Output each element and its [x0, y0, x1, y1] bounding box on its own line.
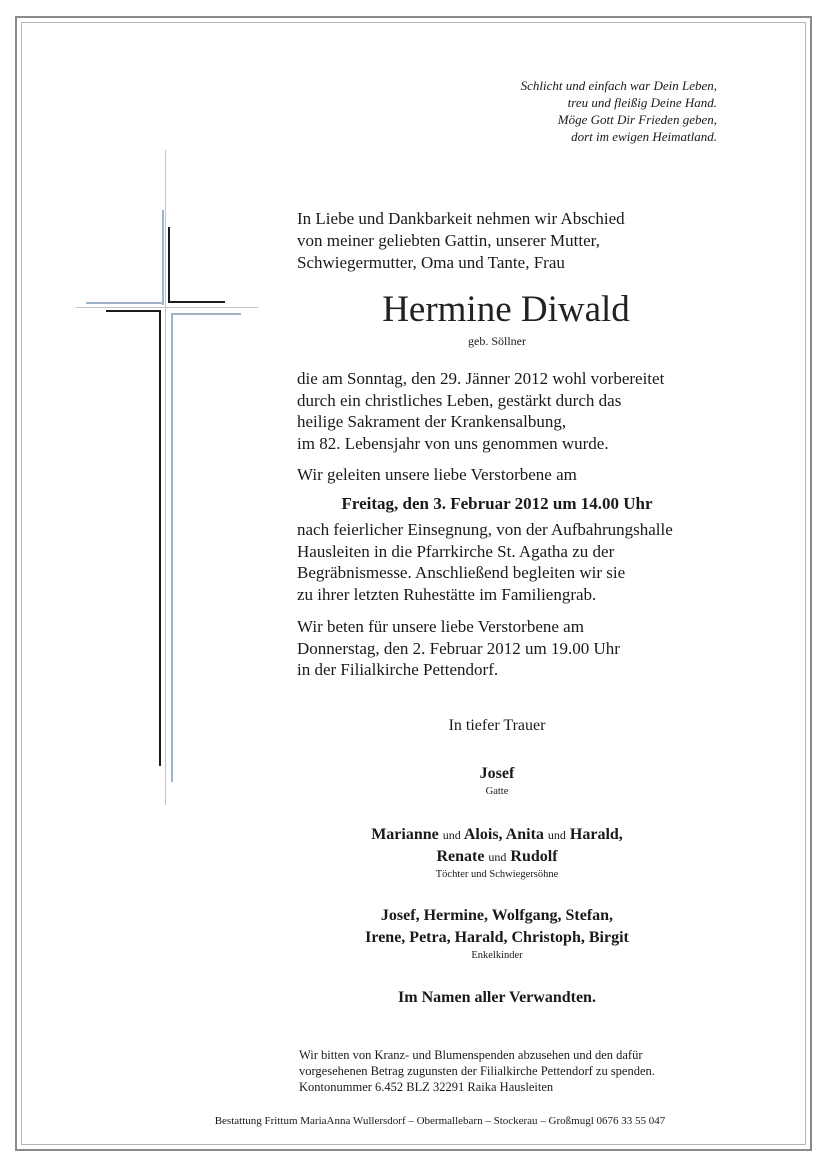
funeral-date: Freitag, den 3. Februar 2012 um 14.00 Uhr [341, 494, 653, 513]
cross-dark-vertical-upper [168, 227, 170, 303]
cross-blue-horizontal-left [86, 302, 162, 304]
child-name: Renate [436, 848, 485, 865]
poem-line: Möge Gott Dir Frieden geben, [557, 112, 717, 127]
poem-line: Schlicht und einfach war Dein Leben, [520, 78, 717, 93]
husband-role: Gatte [485, 786, 509, 797]
cross-blue-horizontal-right [171, 313, 241, 315]
prayer-line: in der Filialkirche Pettendorf. [297, 660, 499, 679]
death-notice-line: die am Sonntag, den 29. Jänner 2012 wohl vorbereitet [297, 369, 665, 388]
cross-blue-vertical [162, 210, 164, 305]
husband-block [297, 763, 697, 798]
funeral-detail-line: Hausleiten in die Pfarrkirche St. Agatha zu der [297, 541, 615, 561]
child-name: Alois, Anita [463, 826, 544, 843]
birth-name: geb. Söllner [468, 334, 526, 348]
death-notice-line: durch ein christliches Leben, gestärkt durch das [297, 390, 622, 410]
conjunction: und [488, 850, 507, 864]
poem-line: dort im ewigen Heimatland. [571, 129, 717, 144]
child-name: Rudolf [510, 848, 558, 865]
husband-name: Josef [479, 765, 515, 782]
cross-thin-vertical [165, 150, 166, 805]
intro-line: von meiner geliebten Gattin, unserer Mutter, [297, 231, 600, 250]
funeral-intro-line: Wir geleiten unsere liebe Verstorbene am [297, 465, 577, 484]
prayer-notice [297, 616, 737, 681]
mourning-intro: In tiefer Trauer [448, 717, 546, 734]
children-role: Töchter und Schwiegersöhne [435, 869, 559, 880]
cross-thin-horizontal [76, 307, 258, 308]
intro-text [297, 208, 717, 274]
funeral-home-footer: Bestattung Frittum MariaAnna Wullersdorf – Obermallebarn – Stockerau – Großmugl 0676 33 55 047 [214, 1115, 666, 1127]
poem [357, 77, 717, 145]
cross-dark-vertical-lower [159, 311, 161, 766]
children-block [297, 824, 697, 881]
request-line: vorgesehenen Betrag zugunsten der Filialkirche Pettendorf zu spenden. [299, 1064, 655, 1078]
donation-request [299, 1047, 719, 1095]
relatives-text: Im Namen aller Verwandten. [398, 989, 596, 1006]
conjunction: und [442, 828, 461, 842]
intro-line: Schwiegermutter, Oma und Tante, Frau [297, 253, 565, 272]
request-line: Wir bitten von Kranz- und Blumenspenden abzusehen und den dafür [299, 1048, 643, 1062]
funeral-detail-line: nach feierlicher Einsegnung, von der Aufbahrungshalle [297, 520, 673, 539]
cross-blue-vertical-lower [171, 314, 173, 782]
funeral-details [297, 519, 737, 605]
child-name: Marianne [371, 826, 439, 843]
poem-line: treu und fleißig Deine Hand. [567, 95, 717, 110]
funeral-intro [297, 464, 737, 486]
cross-dark-horizontal-right [168, 301, 225, 303]
child-name: Harald, [569, 826, 623, 843]
children-line-2 [297, 846, 697, 868]
relatives-line [297, 988, 697, 1008]
grandchildren-line-2: Irene, Petra, Harald, Christoph, Birgit [365, 929, 629, 946]
intro-line: In Liebe und Dankbarkeit nehmen wir Abschied [297, 209, 625, 228]
grandchildren-role: Enkelkinder [471, 950, 523, 961]
children-line-1 [297, 824, 697, 846]
funeral-detail-line: Begräbnismesse. Anschließend begleiten wir sie [297, 563, 626, 582]
cross-dark-horizontal-left [106, 310, 161, 312]
prayer-line: Wir beten für unsere liebe Verstorbene am [297, 617, 584, 636]
request-line: Kontonummer 6.452 BLZ 32291 Raika Hausleiten [299, 1080, 554, 1094]
funeral-detail-line: zu ihrer letzten Ruhestätte im Familiengrab. [297, 584, 597, 604]
deceased-name: Hermine Diwald [382, 289, 630, 330]
death-notice-line: im 82. Lebensjahr von uns genommen wurde. [297, 433, 609, 453]
conjunction: und [547, 828, 566, 842]
death-notice-line: heilige Sakrament der Krankensalbung, [297, 412, 567, 431]
prayer-line: Donnerstag, den 2. Februar 2012 um 19.00 Uhr [297, 638, 620, 658]
grandchildren-line-1: Josef, Hermine, Wolfgang, Stefan, [380, 907, 614, 924]
death-notice [297, 368, 737, 454]
grandchildren-block [297, 905, 697, 962]
